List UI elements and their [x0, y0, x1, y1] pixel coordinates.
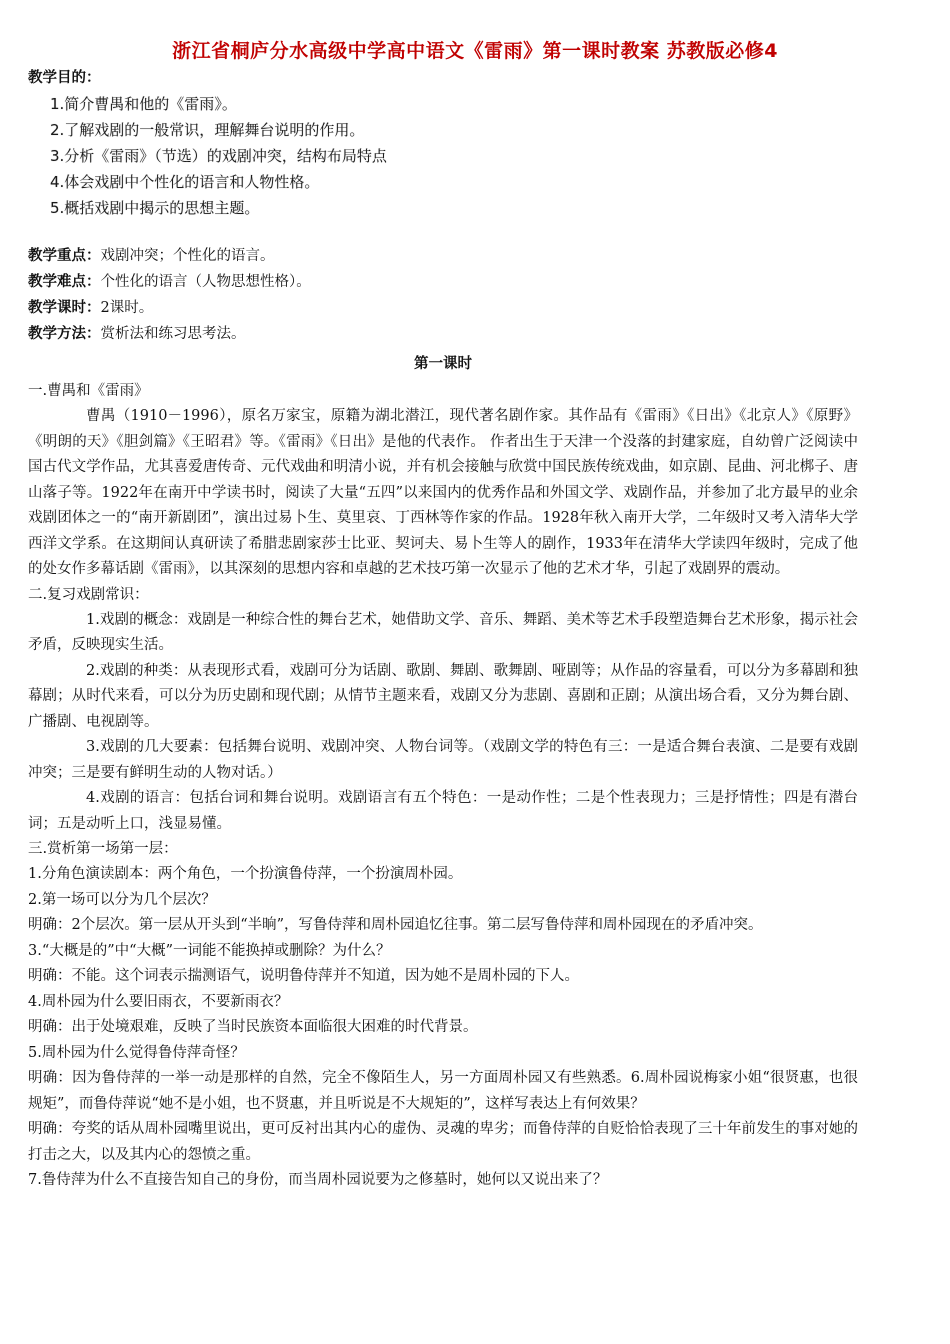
goals-label: 教学目的： — [28, 70, 101, 86]
qa-line: 明确：夸奖的话从周朴园嘴里说出，更可反衬出其内心的虚伪、灵魂的卑劣；而鲁侍萍的自贬恰恰表现了三十年前发生的事对她的打击之大，以及其内心的怨愤之重。 — [28, 1121, 858, 1163]
goal-item: 5.概括戏剧中揭示的思想主题。 — [50, 199, 260, 217]
goal-item: 1.简介曹禺和他的《雷雨》。 — [50, 95, 237, 113]
qa-line: 明确：出于处境艰难，反映了当时民族资本面临很大困难的时代背景。 — [28, 1019, 478, 1035]
info-value: 2课时。 — [100, 300, 154, 316]
info-difficulty — [28, 269, 858, 295]
info-hours — [28, 295, 858, 321]
qa-line: 5.周朴园为什么觉得鲁侍萍奇怪？ — [28, 1044, 245, 1061]
info-key: 教学难点： — [28, 274, 101, 290]
document-body — [28, 66, 858, 1194]
qa-line: 明确：2个层次。第一层从开头到“半晌”，写鲁侍萍和周朴园追忆往事。第二层写鲁侍萍和周朴园现在的矛盾冲突。 — [28, 917, 763, 933]
info-focus — [28, 243, 858, 269]
drama-paragraph: 4.戏剧的语言：包括台词和舞台说明。戏剧语言有五个特色：一是动作性；二是个性表现力；三是抒情性；四是有潜台词；五是动听上口，浅显易懂。 — [28, 790, 858, 832]
info-value: 戏剧冲突；个性化的语言。 — [100, 248, 275, 264]
info-method — [28, 321, 858, 347]
qa-line: 明确：不能。这个词表示揣测语气，说明鲁侍萍并不知道，因为她不是周朴园的下人。 — [28, 968, 579, 984]
goals-list — [28, 91, 858, 221]
info-value: 赏析法和练习思考法。 — [100, 326, 246, 342]
author-paragraph: 曹禺（1910－1996），原名万家宝，原籍为湖北潜江，现代著名剧作家。其作品有《雷雨》《日出》《北京人》《原野》《明朗的天》《胆剑篇》《王昭君》等。《雷雨》《日出》是他的代表作。 作者出生于天津一个没落的封建家庭，自幼曾广泛阅读中国古代文学作品，尤其喜爱唐传奇、元代戏曲和明清小说，并有机会接触与欣赏中国民族传统戏曲，如京剧、昆曲、河北梆子、唐山落子等。1922年在南开中学读书时，阅读了大量“五四”以来国内的优秀作品和外国文学、戏剧作品，并参加了北方最早的业余戏剧团体之一的“南开新剧团”，演出过易卜生、莫里哀、丁西林等作家的作品。1928年秋入南开大学，二年级时又考入清华大学西洋文学系。在这期间认真研读了希腊悲剧家莎士比亚、契诃夫、易卜生等人的剧作，1933年在清华大学读四年级时，完成了他的处女作多幕话剧《雷雨》，以其深刻的思想内容和卓越的艺术技巧第一次显示了他的艺术才华，引起了戏剧界的震动。 — [28, 408, 858, 577]
drama-paragraph: 1.戏剧的概念：戏剧是一种综合性的舞台艺术，她借助文学、音乐、舞蹈、美术等艺术手段塑造舞台艺术形象，揭示社会矛盾，反映现实生活。 — [28, 611, 858, 653]
lesson-heading: 第一课时 — [414, 356, 472, 372]
info-key: 教学课时： — [28, 300, 101, 316]
goal-item: 3.分析《雷雨》（节选）的戏剧冲突，结构布局特点 — [50, 147, 387, 165]
info-key: 教学重点： — [28, 248, 101, 264]
goal-item: 4.体会戏剧中个性化的语言和人物性格。 — [50, 173, 320, 191]
qa-line: 1.分角色演读剧本：两个角色，一个扮演鲁侍萍，一个扮演周朴园。 — [28, 866, 463, 882]
goal-item: 2.了解戏剧的一般常识，理解舞台说明的作用。 — [50, 121, 365, 139]
section1-heading: 一.曹禺和《雷雨》 — [28, 383, 149, 399]
section3-heading: 三.赏析第一场第一层： — [28, 841, 178, 857]
info-key: 教学方法： — [28, 326, 101, 342]
qa-line: 3.“大概是的”中“大概”一词能不能换掉或删除？为什么？ — [28, 942, 391, 959]
qa-line: 7.鲁侍萍为什么不直接告知自己的身份，而当周朴园说要为之修墓时，她何以又说出来了？ — [28, 1172, 608, 1188]
page-title: 浙江省桐庐分水高级中学高中语文《雷雨》第一课时教案 苏教版必修4 — [172, 40, 778, 62]
qa-line: 明确：因为鲁侍萍的一举一动是那样的自然，完全不像陌生人，另一方面周朴园又有些熟悉。6.周朴园说梅家小姐“很贤惠，也很规矩”，而鲁侍萍说“她不是小姐，也不贤惠，并且听说是不大规矩的”，这样写表达上有何效果？ — [28, 1070, 858, 1112]
drama-paragraph: 2.戏剧的种类：从表现形式看，戏剧可分为话剧、歌剧、舞剧、歌舞剧、哑剧等；从作品的容量看，可以分为多幕剧和独幕剧；从时代来看，可以分为历史剧和现代剧；从情节主题来看，戏剧又分为悲剧、喜剧和正剧；从演出场合看，又分为舞台剧、广播剧、电视剧等。 — [28, 662, 858, 730]
section2-heading: 二.复习戏剧常识： — [28, 586, 149, 603]
drama-paragraph: 3.戏剧的几大要素：包括舞台说明、戏剧冲突、人物台词等。（戏剧文学的特色有三：一是适合舞台表演、二是要有戏剧冲突；三是要有鲜明生动的人物对话。） — [28, 739, 858, 781]
qa-line: 2.第一场可以分为几个层次？ — [28, 891, 216, 908]
qa-line: 4.周朴园为什么要旧雨衣，不要新雨衣？ — [28, 993, 289, 1010]
info-value: 个性化的语言（人物思想性格）。 — [100, 274, 311, 290]
